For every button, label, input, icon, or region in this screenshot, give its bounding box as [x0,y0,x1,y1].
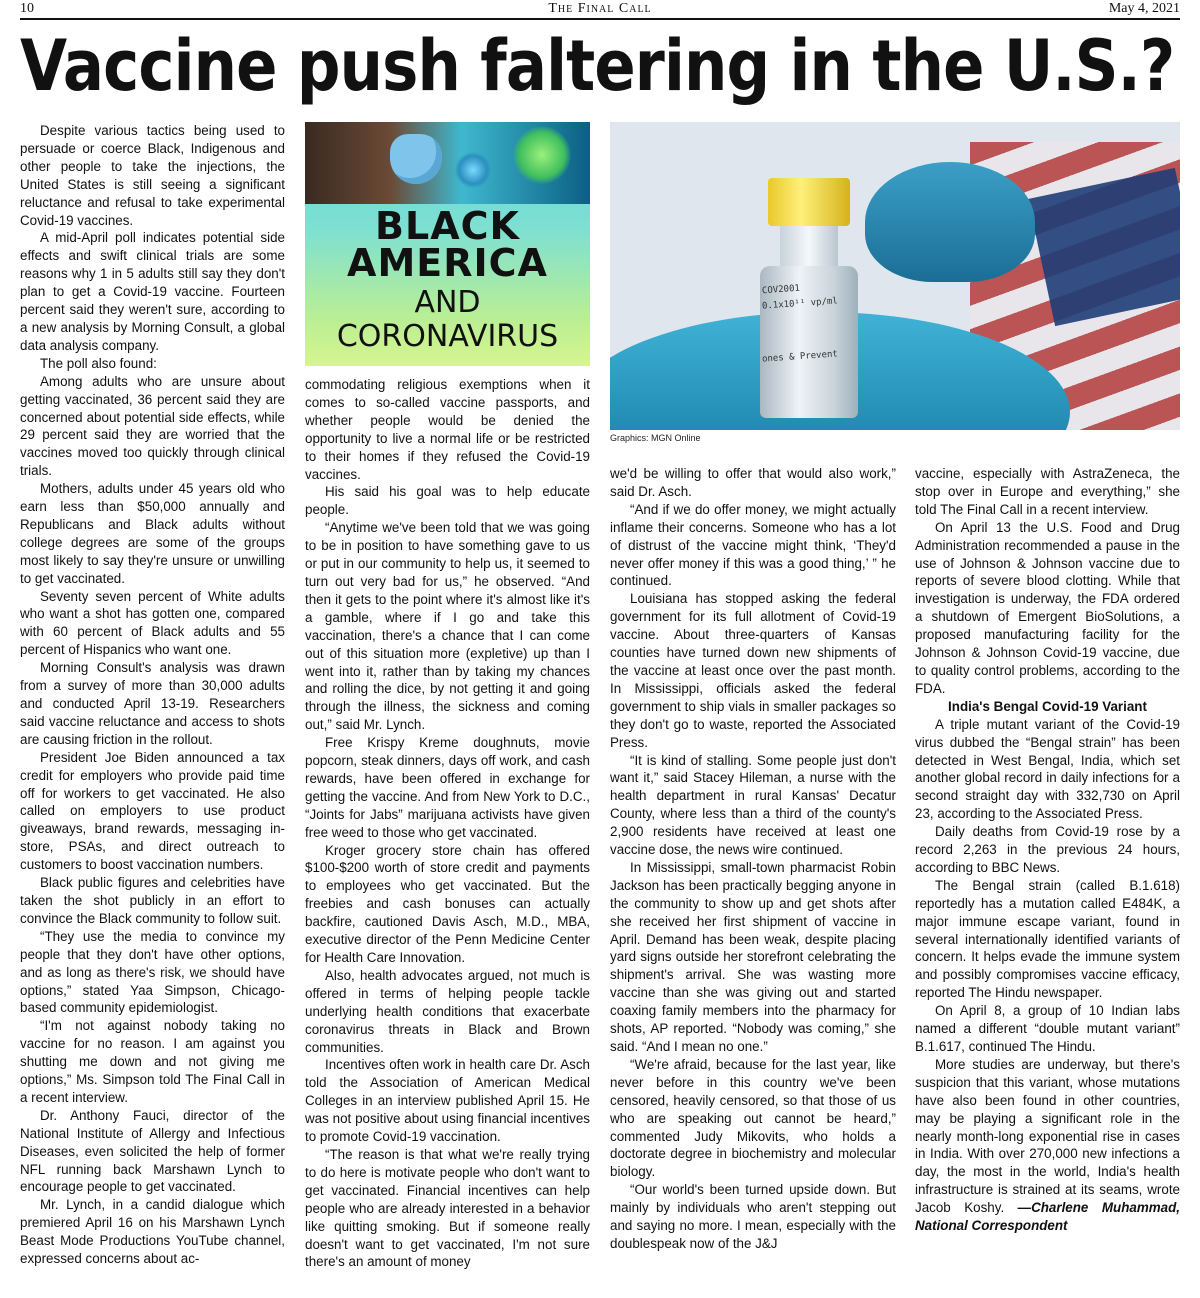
vial-label-text: 0.1x10¹¹ vp/ml [761,296,839,312]
paragraph: President Joe Biden announced a tax credit for employers who provide paid time off for workers to get vaccinated. He also called on employers to use product giveaways, brand rewards, messaging in-store, PSAs, and direct outreach to customers to boost vaccination numbers. [20,749,285,873]
vial-label-text: COV2001 [761,283,801,297]
paragraph: “Anytime we've been told that we was going to be in position to have something gave to us or put in our community to help us, it seemed to turn out very bad for us,” he observed. “And then it gets to the point where it's almost like it's a gamble, where if I go and take this vaccination, there's a chance that I can come out of this situation more (expletive) up than I went into it, rather than by taking my chances and rolling the dice, by not getting it and going through the illness, the sickness and coming out,” said Mr. Lynch. [305,520,590,733]
virus-particle-image [455,152,491,188]
paragraph: “I'm not against nobody taking no vaccine for no reason. I am against you shutting me down and not giving me options,” Ms. Simpson told The Final Call in a recent interview. [20,1018,285,1105]
paragraph: On April 13 the U.S. Food and Drug Administration recommended a pause in the use of Johnson & Johnson vaccine due to reports of severe blood clotting. While that investigation is underway, the FDA ordered a shutdown of Emergent BioSolutions, a proposed manufacturing facility for the Johnson & Johnson Covid-19 vaccine, due to quality control problems, according to the FDA. [915,519,1180,696]
byline: —Charlene Muhammad, National Correspondent [915,1200,1180,1234]
paragraph: “It is kind of stalling. Some people just don't want it,” said Stacey Hileman, a nurse with the health department in rural Kansas' Decatur County, where less than a third of the county's 2,900 residents have received at least one vaccine dose, the news wire continued. [610,752,896,858]
graphic-title-bold [305,204,590,285]
paragraph: “We're afraid, because for the last year, like never before in this country we've been censored, heavily censored, so that those of us who are speaking out cannot be heard,” commented Judy Mikovits, who holds a doctorate degree in biochemistry and molecular biology. [610,1056,896,1180]
paragraph: In Mississippi, small-town pharmacist Robin Jackson has been practically begging anyone in the community to show up and get shots after she received her first shipment of vaccine in April. Demand has been weak, despite placing yard signs outside her storefront celebrating the shipment's arrival. She was wasting more vaccine than she was giving out and started coaxing family members into the pharmacy for shots, AP reported. “Nobody was coming,” she said. “And I mean no one.” [610,859,896,1054]
paragraph: Morning Consult's analysis was drawn from a survey of more than 30,000 adults and conducted April 13-19. Researchers said vaccine reluctance and access to shots are causing friction in the rollout. [20,660,285,747]
publication-name: The Final Call [548,1,652,16]
paragraph: “They use the media to convince my people that they don't have other options, and as long as there's risk, we should have options,” stated Yaa Simpson, Chicago-based community epidemiologist. [20,928,285,1016]
paragraph: we'd be willing to offer that would also work,” said Dr. Asch. [610,466,896,499]
article-column-1 [20,122,285,1294]
paragraph: Black public figures and celebrities have taken the shot publicly in an effort to convince the Black community to follow suit. [20,875,285,926]
paragraph: The Bengal strain (called B.1.618) reportedly has a mutation called E484K, a major immune escape variant, found in several internationally identified variants of concern. It helps evade the immune system and possibly compromises vaccine efficacy, reported The Hindu newspaper. [915,877,1180,1001]
paragraph [915,1056,1180,1235]
photo-credit: Graphics: MGN Online [610,433,701,443]
issue-date: May 4, 2021 [1108,1,1180,16]
graphic-title-light [305,286,590,354]
paragraph: Seventy seven percent of White adults who want a shot has gotten one, compared with 60 percent of Black adults and 55 percent of Hispanics who want one. [20,588,285,658]
paragraph: Mothers, adults under 45 years old who earn less than $50,000 annually and Republicans and Black adults without college degrees are some of the groups most likely to say they're unsure or unwilling to get vaccinated. [20,481,285,586]
paragraph: commodating religious exemptions when it comes to so-called vaccine passports, and whether people would be denied the opportunity to live a normal life or be restricted to their homes if they refused the Covid-19 vaccines. [305,377,590,482]
vial-neck [780,226,838,266]
paragraph: The poll also found: [40,355,157,371]
article-column-2 [305,376,590,1294]
vial-label-text: ones & Prevent [761,349,839,365]
graphic-line-and: AND [414,285,481,320]
paragraph: His said his goal was to help educate people. [305,484,590,518]
vaccine-vial-photo [610,122,1180,430]
paragraph: On April 8, a group of 10 Indian labs named a different “double mutant variant” B.1.617, continued The Hindu. [915,1003,1180,1054]
paragraph: vaccine, especially with AstraZeneca, the stop over in Europe and everything,” she told The Final Call in a recent interview. [915,466,1180,517]
paragraph: Incentives often work in health care Dr. Asch told the Association of American Medical Colleges in an interview published April 15. He was not positive about using financial incentives to promote Covid-19 vaccination. [305,1057,590,1145]
paragraph: Kroger grocery store chain has offered $100-$200 worth of store credit and payments to employees who get vaccinated. But the freebies and cash bonuses can actually backfire, cautioned Davis Asch, M.D., MBA, executive director of the Penn Medicine Center for Health Care Innovation. [305,842,590,965]
paragraph: “The reason is that what we're really trying to do here is motivate people who don't want to get vaccinated. Financial incentives can help people who are already interested in a behavior like quitting smoking. But if someone really doesn't want to get vaccinated, I'm not sure there's an amount of money [305,1146,590,1270]
paragraph: Free Krispy Kreme doughnuts, movie popcorn, steak dinners, days off work, and cash rewards, have been offered in exchange for getting the vaccine. And from New York to D.C., “Joints for Jabs” marijuana activists have given free weed to those who get vaccinated. [305,735,590,840]
paragraph: “And if we do offer money, we might actually inflame their concerns. Someone who has a lot of distrust of the vaccine might think, ‘They'd never offer money if this was a good thing,’ ” he continued. [610,501,896,589]
paragraph: Among adults who are unsure about getting vaccinated, 36 percent said they are concerned about potential side effects, while 29 percent said they are worried that the vaccines moved too quickly through clinical trials. [20,373,285,479]
paragraph-text: More studies are underway, but there's suspicion that this variant, whose mutations have also been found in other countries, may be playing a significant role in the nearly month-long exponential rise in cases in India. With over 270,000 new infections a day, the most in the world, India's health infrastructure is strained at its seams, wrote Jacob Koshy. [915,1056,1180,1216]
vial-cap [768,178,850,226]
paragraph: Mr. Lynch, in a candid dialogue which premiered April 16 on his Marshawn Lynch Beast Mode Productions YouTube channel, expressed concerns about ac- [20,1197,285,1267]
headline: Vaccine push faltering in the U.S.? [20,25,1175,107]
paragraph: A triple mutant variant of the Covid-19 virus dubbed the “Bengal strain” has been detected in West Bengal, India, which set another global record in daily infections for a second straight day with 332,730 on April 23, according to the Associated Press. [915,716,1180,822]
section-subhead: India's Bengal Covid-19 Variant [948,698,1147,714]
paragraph: A mid-April poll indicates potential side effects and swift clinical trials are some reasons why 1 in 5 adults still say they don't plan to get a Covid-19 vaccine. Fourteen percent said they weren't sure, according to a new analysis by Morning Consult, a global data analysis company. [20,230,285,353]
paragraph: Louisiana has stopped asking the federal government for its full allotment of Covid-19 vaccine. About three-quarters of Kansas counties have turned down new shipments of the vaccine at least once over the past month. In Mississippi, officials asked the federal government to ship vials in smaller packages so they don't go to waste, reported the Associated Press. [610,591,896,750]
page-number: 10 [20,1,34,16]
paragraph: “Our world's been turned upside down. But mainly by individuals who aren't stepping out and saying no more. I mean, especially with the doublespeak now of the J&J [610,1182,896,1251]
masthead [20,0,1180,20]
gloved-thumb-image [865,162,1035,282]
virus-particle-image [513,126,571,184]
paragraph: Dr. Anthony Fauci, director of the National Institute of Allergy and Infectious Diseases, even solicited the help of former NFL running back Marshawn Lynch to encourage people to get vaccinated. [20,1107,285,1195]
black-america-coronavirus-graphic [305,122,590,366]
article-column-3 [610,465,896,1294]
graphic-line-black: BLACK [375,204,520,248]
graphic-line-america: AMERICA [347,241,548,285]
paragraph: Daily deaths from Covid-19 rose by a record 2,263 in the previous 24 hours, according to BBC News. [915,824,1180,875]
paragraph: Also, health advocates argued, not much is offered in terms of helping people tackle underlying health conditions that exacerbate coronavirus threats in Black and Brown communities. [305,967,590,1055]
face-mask-image [390,134,442,184]
article-column-4 [915,465,1180,1294]
graphic-line-coronavirus: CORONAVIRUS [336,319,559,354]
paragraph: Despite various tactics being used to persuade or coerce Black, Indigenous and other people to take the injections, the United States is still seeing a significant reluctance and refusal to take experimental Covid-19 vaccines. [20,123,285,228]
